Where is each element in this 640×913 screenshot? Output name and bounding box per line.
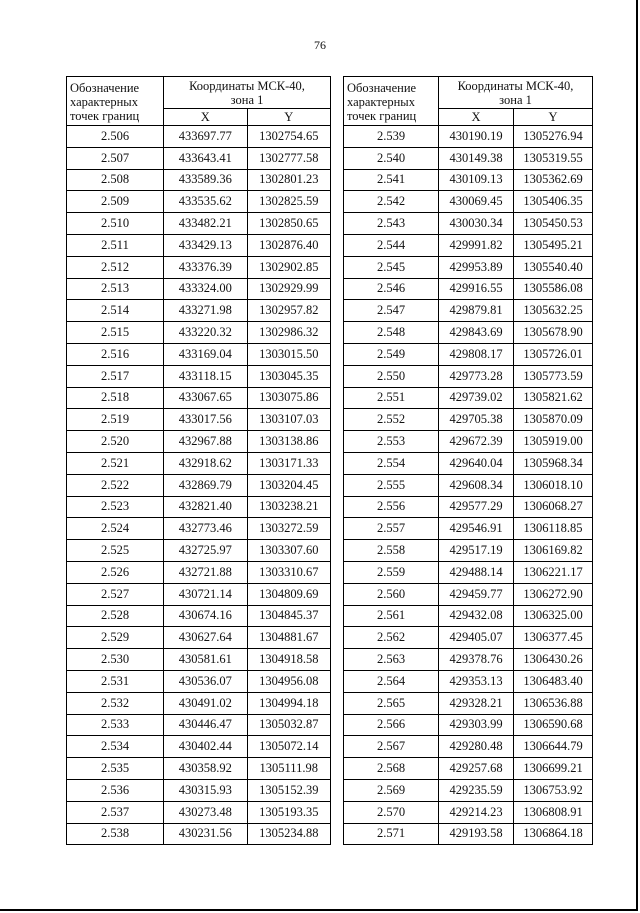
point-id-cell: 2.548	[344, 322, 439, 344]
y-coordinate-cell: 1304845.37	[247, 605, 331, 627]
point-id-cell: 2.530	[67, 649, 164, 671]
header-y: Y	[247, 109, 331, 126]
y-coordinate-cell: 1305234.88	[247, 823, 331, 845]
x-coordinate-cell: 430109.13	[439, 169, 514, 191]
x-coordinate-cell: 430149.38	[439, 147, 514, 169]
x-coordinate-cell: 429773.28	[439, 365, 514, 387]
table-row	[67, 213, 331, 235]
table-row	[344, 496, 593, 518]
y-coordinate-cell: 1305450.53	[514, 213, 593, 235]
table-row	[67, 605, 331, 627]
y-coordinate-cell: 1304918.58	[247, 649, 331, 671]
x-coordinate-cell: 429280.48	[439, 736, 514, 758]
table-row	[67, 474, 331, 496]
x-coordinate-cell: 432869.79	[164, 474, 247, 496]
table-row	[344, 801, 593, 823]
point-id-cell: 2.556	[344, 496, 439, 518]
point-id-cell: 2.536	[67, 779, 164, 801]
x-coordinate-cell: 433017.56	[164, 409, 247, 431]
point-id-cell: 2.563	[344, 649, 439, 671]
table-row	[344, 540, 593, 562]
x-coordinate-cell: 429353.13	[439, 670, 514, 692]
y-coordinate-cell: 1304809.69	[247, 583, 331, 605]
table-row	[67, 256, 331, 278]
y-coordinate-cell: 1305586.08	[514, 278, 593, 300]
x-coordinate-cell: 429193.58	[439, 823, 514, 845]
table-row	[67, 300, 331, 322]
point-id-cell: 2.532	[67, 692, 164, 714]
x-coordinate-cell: 430231.56	[164, 823, 247, 845]
y-coordinate-cell: 1306377.45	[514, 627, 593, 649]
point-id-cell: 2.566	[344, 714, 439, 736]
x-coordinate-cell: 430190.19	[439, 126, 514, 148]
y-coordinate-cell: 1306864.18	[514, 823, 593, 845]
x-coordinate-cell: 429672.39	[439, 431, 514, 453]
x-coordinate-cell: 430315.93	[164, 779, 247, 801]
y-coordinate-cell: 1306221.17	[514, 561, 593, 583]
point-id-cell: 2.567	[344, 736, 439, 758]
header-x: X	[439, 109, 514, 126]
y-coordinate-cell: 1306430.26	[514, 649, 593, 671]
y-coordinate-cell: 1303138.86	[247, 431, 331, 453]
point-id-cell: 2.555	[344, 474, 439, 496]
x-coordinate-cell: 433118.15	[164, 365, 247, 387]
table-row	[344, 561, 593, 583]
point-id-cell: 2.520	[67, 431, 164, 453]
point-id-cell: 2.527	[67, 583, 164, 605]
table-row	[344, 758, 593, 780]
point-id-cell: 2.521	[67, 452, 164, 474]
point-id-cell: 2.552	[344, 409, 439, 431]
y-coordinate-cell: 1305968.34	[514, 452, 593, 474]
y-coordinate-cell: 1305362.69	[514, 169, 593, 191]
y-coordinate-cell: 1306644.79	[514, 736, 593, 758]
table-row	[344, 300, 593, 322]
y-coordinate-cell: 1306483.40	[514, 670, 593, 692]
x-coordinate-cell: 429991.82	[439, 234, 514, 256]
x-coordinate-cell: 429214.23	[439, 801, 514, 823]
table-row	[67, 496, 331, 518]
table-row	[344, 256, 593, 278]
x-coordinate-cell: 429608.34	[439, 474, 514, 496]
point-id-cell: 2.568	[344, 758, 439, 780]
table-row	[67, 169, 331, 191]
point-id-cell: 2.529	[67, 627, 164, 649]
y-coordinate-cell: 1306169.82	[514, 540, 593, 562]
table-row	[344, 474, 593, 496]
y-coordinate-cell: 1306536.88	[514, 692, 593, 714]
y-coordinate-cell: 1305726.01	[514, 343, 593, 365]
point-id-cell: 2.514	[67, 300, 164, 322]
point-id-cell: 2.506	[67, 126, 164, 148]
point-id-cell: 2.570	[344, 801, 439, 823]
point-id-cell: 2.511	[67, 234, 164, 256]
page-number: 76	[314, 38, 326, 52]
point-id-cell: 2.534	[67, 736, 164, 758]
point-id-cell: 2.546	[344, 278, 439, 300]
y-coordinate-cell: 1304881.67	[247, 627, 331, 649]
y-coordinate-cell: 1305821.62	[514, 387, 593, 409]
x-coordinate-cell: 429235.59	[439, 779, 514, 801]
x-coordinate-cell: 429488.14	[439, 561, 514, 583]
y-coordinate-cell: 1305152.39	[247, 779, 331, 801]
point-id-cell: 2.569	[344, 779, 439, 801]
table-row	[344, 431, 593, 453]
table-row	[344, 583, 593, 605]
point-id-cell: 2.538	[67, 823, 164, 845]
point-id-cell: 2.510	[67, 213, 164, 235]
table-row	[344, 213, 593, 235]
y-coordinate-cell: 1305276.94	[514, 126, 593, 148]
table-row	[67, 191, 331, 213]
table-row	[67, 758, 331, 780]
table-row	[344, 147, 593, 169]
table-row	[67, 583, 331, 605]
point-id-cell: 2.561	[344, 605, 439, 627]
point-id-cell: 2.515	[67, 322, 164, 344]
y-coordinate-cell: 1302902.85	[247, 256, 331, 278]
table-row	[344, 278, 593, 300]
table-row	[67, 561, 331, 583]
point-id-cell: 2.512	[67, 256, 164, 278]
y-coordinate-cell: 1303015.50	[247, 343, 331, 365]
point-id-cell: 2.523	[67, 496, 164, 518]
table-row	[344, 736, 593, 758]
table-row	[67, 670, 331, 692]
table-row	[344, 714, 593, 736]
header-coordinates: Координаты МСК-40, зона 1	[439, 77, 593, 109]
x-coordinate-cell: 433482.21	[164, 213, 247, 235]
x-coordinate-cell: 429257.68	[439, 758, 514, 780]
point-id-cell: 2.531	[67, 670, 164, 692]
header-designation: Обозначение характерных точек границ	[344, 77, 439, 126]
y-coordinate-cell: 1303045.35	[247, 365, 331, 387]
point-id-cell: 2.513	[67, 278, 164, 300]
x-coordinate-cell: 433376.39	[164, 256, 247, 278]
point-id-cell: 2.560	[344, 583, 439, 605]
y-coordinate-cell: 1302801.23	[247, 169, 331, 191]
x-coordinate-cell: 433535.62	[164, 191, 247, 213]
x-coordinate-cell: 429640.04	[439, 452, 514, 474]
x-coordinate-cell: 429577.29	[439, 496, 514, 518]
y-coordinate-cell: 1306272.90	[514, 583, 593, 605]
point-id-cell: 2.526	[67, 561, 164, 583]
table-row	[67, 649, 331, 671]
x-coordinate-cell: 430674.16	[164, 605, 247, 627]
table-row	[344, 518, 593, 540]
y-coordinate-cell: 1303075.86	[247, 387, 331, 409]
point-id-cell: 2.535	[67, 758, 164, 780]
y-coordinate-cell: 1302777.58	[247, 147, 331, 169]
point-id-cell: 2.557	[344, 518, 439, 540]
table-row	[344, 322, 593, 344]
x-coordinate-cell: 430069.45	[439, 191, 514, 213]
table-row	[67, 779, 331, 801]
table-row	[67, 126, 331, 148]
table-row	[344, 670, 593, 692]
y-coordinate-cell: 1303272.59	[247, 518, 331, 540]
x-coordinate-cell: 429739.02	[439, 387, 514, 409]
x-coordinate-cell: 429705.38	[439, 409, 514, 431]
point-id-cell: 2.518	[67, 387, 164, 409]
table-row	[344, 126, 593, 148]
point-id-cell: 2.525	[67, 540, 164, 562]
x-coordinate-cell: 432821.40	[164, 496, 247, 518]
table-row	[67, 452, 331, 474]
x-coordinate-cell: 429459.77	[439, 583, 514, 605]
x-coordinate-cell: 433429.13	[164, 234, 247, 256]
y-coordinate-cell: 1306808.91	[514, 801, 593, 823]
y-coordinate-cell: 1305540.40	[514, 256, 593, 278]
point-id-cell: 2.519	[67, 409, 164, 431]
y-coordinate-cell: 1302825.59	[247, 191, 331, 213]
y-coordinate-cell: 1306699.21	[514, 758, 593, 780]
x-coordinate-cell: 429432.08	[439, 605, 514, 627]
point-id-cell: 2.517	[67, 365, 164, 387]
x-coordinate-cell: 430030.34	[439, 213, 514, 235]
header-coordinates: Координаты МСК-40, зона 1	[164, 77, 331, 109]
x-coordinate-cell: 430358.92	[164, 758, 247, 780]
point-id-cell: 2.564	[344, 670, 439, 692]
y-coordinate-cell: 1305032.87	[247, 714, 331, 736]
coordinates-table-left	[66, 76, 331, 845]
y-coordinate-cell: 1303310.67	[247, 561, 331, 583]
x-coordinate-cell: 429378.76	[439, 649, 514, 671]
table-row	[67, 540, 331, 562]
y-coordinate-cell: 1304994.18	[247, 692, 331, 714]
y-coordinate-cell: 1305919.00	[514, 431, 593, 453]
point-id-cell: 2.537	[67, 801, 164, 823]
point-id-cell: 2.547	[344, 300, 439, 322]
x-coordinate-cell: 430536.07	[164, 670, 247, 692]
x-coordinate-cell: 432967.88	[164, 431, 247, 453]
y-coordinate-cell: 1305870.09	[514, 409, 593, 431]
y-coordinate-cell: 1302986.32	[247, 322, 331, 344]
y-coordinate-cell: 1306325.00	[514, 605, 593, 627]
x-coordinate-cell: 430627.64	[164, 627, 247, 649]
table-row	[344, 823, 593, 845]
header-x: X	[164, 109, 247, 126]
y-coordinate-cell: 1303107.03	[247, 409, 331, 431]
table-row	[344, 692, 593, 714]
x-coordinate-cell: 432918.62	[164, 452, 247, 474]
x-coordinate-cell: 430402.44	[164, 736, 247, 758]
table-row	[67, 518, 331, 540]
point-id-cell: 2.550	[344, 365, 439, 387]
x-coordinate-cell: 432725.97	[164, 540, 247, 562]
x-coordinate-cell: 429517.19	[439, 540, 514, 562]
point-id-cell: 2.516	[67, 343, 164, 365]
table-row	[67, 234, 331, 256]
point-id-cell: 2.533	[67, 714, 164, 736]
y-coordinate-cell: 1306590.68	[514, 714, 593, 736]
x-coordinate-cell: 433697.77	[164, 126, 247, 148]
point-id-cell: 2.553	[344, 431, 439, 453]
table-row	[67, 387, 331, 409]
x-coordinate-cell: 430491.02	[164, 692, 247, 714]
y-coordinate-cell: 1305773.59	[514, 365, 593, 387]
table-row	[67, 343, 331, 365]
table-row	[67, 322, 331, 344]
table-row	[67, 736, 331, 758]
y-coordinate-cell: 1303204.45	[247, 474, 331, 496]
point-id-cell: 2.554	[344, 452, 439, 474]
y-coordinate-cell: 1303238.21	[247, 496, 331, 518]
point-id-cell: 2.559	[344, 561, 439, 583]
x-coordinate-cell: 433324.00	[164, 278, 247, 300]
table-row	[67, 365, 331, 387]
x-coordinate-cell: 433169.04	[164, 343, 247, 365]
x-coordinate-cell: 432773.46	[164, 518, 247, 540]
y-coordinate-cell: 1303171.33	[247, 452, 331, 474]
point-id-cell: 2.528	[67, 605, 164, 627]
y-coordinate-cell: 1303307.60	[247, 540, 331, 562]
x-coordinate-cell: 429808.17	[439, 343, 514, 365]
y-coordinate-cell: 1306753.92	[514, 779, 593, 801]
point-id-cell: 2.545	[344, 256, 439, 278]
y-coordinate-cell: 1305406.35	[514, 191, 593, 213]
point-id-cell: 2.543	[344, 213, 439, 235]
x-coordinate-cell: 430446.47	[164, 714, 247, 736]
table-row	[67, 147, 331, 169]
point-id-cell: 2.539	[344, 126, 439, 148]
table-row	[344, 605, 593, 627]
y-coordinate-cell: 1306018.10	[514, 474, 593, 496]
table-row	[67, 692, 331, 714]
table-row	[344, 169, 593, 191]
coordinates-table-right	[343, 76, 593, 845]
y-coordinate-cell: 1302929.99	[247, 278, 331, 300]
table-row	[344, 365, 593, 387]
y-coordinate-cell: 1302754.65	[247, 126, 331, 148]
y-coordinate-cell: 1302957.82	[247, 300, 331, 322]
y-coordinate-cell: 1305072.14	[247, 736, 331, 758]
point-id-cell: 2.507	[67, 147, 164, 169]
point-id-cell: 2.508	[67, 169, 164, 191]
table-row	[67, 627, 331, 649]
x-coordinate-cell: 429953.89	[439, 256, 514, 278]
x-coordinate-cell: 433643.41	[164, 147, 247, 169]
point-id-cell: 2.551	[344, 387, 439, 409]
point-id-cell: 2.544	[344, 234, 439, 256]
y-coordinate-cell: 1302876.40	[247, 234, 331, 256]
x-coordinate-cell: 430273.48	[164, 801, 247, 823]
x-coordinate-cell: 429405.07	[439, 627, 514, 649]
point-id-cell: 2.540	[344, 147, 439, 169]
table-row	[344, 343, 593, 365]
table-row	[67, 801, 331, 823]
x-coordinate-cell: 432721.88	[164, 561, 247, 583]
x-coordinate-cell: 433589.36	[164, 169, 247, 191]
table-row	[67, 823, 331, 845]
point-id-cell: 2.565	[344, 692, 439, 714]
point-id-cell: 2.522	[67, 474, 164, 496]
y-coordinate-cell: 1306118.85	[514, 518, 593, 540]
y-coordinate-cell: 1305678.90	[514, 322, 593, 344]
table-row	[67, 714, 331, 736]
y-coordinate-cell: 1305632.25	[514, 300, 593, 322]
x-coordinate-cell: 433271.98	[164, 300, 247, 322]
table-row	[67, 278, 331, 300]
point-id-cell: 2.562	[344, 627, 439, 649]
point-id-cell: 2.549	[344, 343, 439, 365]
point-id-cell: 2.558	[344, 540, 439, 562]
y-coordinate-cell: 1305319.55	[514, 147, 593, 169]
y-coordinate-cell: 1306068.27	[514, 496, 593, 518]
table-row	[344, 627, 593, 649]
x-coordinate-cell: 430721.14	[164, 583, 247, 605]
x-coordinate-cell: 429303.99	[439, 714, 514, 736]
y-coordinate-cell: 1305193.35	[247, 801, 331, 823]
table-row	[67, 409, 331, 431]
x-coordinate-cell: 429843.69	[439, 322, 514, 344]
x-coordinate-cell: 429879.81	[439, 300, 514, 322]
x-coordinate-cell: 433067.65	[164, 387, 247, 409]
point-id-cell: 2.509	[67, 191, 164, 213]
table-row	[344, 387, 593, 409]
point-id-cell: 2.542	[344, 191, 439, 213]
point-id-cell: 2.541	[344, 169, 439, 191]
table-row	[344, 452, 593, 474]
table-row	[344, 649, 593, 671]
table-row	[67, 431, 331, 453]
table-row	[344, 409, 593, 431]
y-coordinate-cell: 1305111.98	[247, 758, 331, 780]
y-coordinate-cell: 1304956.08	[247, 670, 331, 692]
x-coordinate-cell: 429916.55	[439, 278, 514, 300]
header-y: Y	[514, 109, 593, 126]
x-coordinate-cell: 429546.91	[439, 518, 514, 540]
x-coordinate-cell: 429328.21	[439, 692, 514, 714]
table-row	[344, 234, 593, 256]
table-row	[344, 779, 593, 801]
y-coordinate-cell: 1302850.65	[247, 213, 331, 235]
header-designation: Обозначение характерных точек границ	[67, 77, 164, 126]
table-row	[344, 191, 593, 213]
point-id-cell: 2.524	[67, 518, 164, 540]
y-coordinate-cell: 1305495.21	[514, 234, 593, 256]
point-id-cell: 2.571	[344, 823, 439, 845]
x-coordinate-cell: 433220.32	[164, 322, 247, 344]
x-coordinate-cell: 430581.61	[164, 649, 247, 671]
